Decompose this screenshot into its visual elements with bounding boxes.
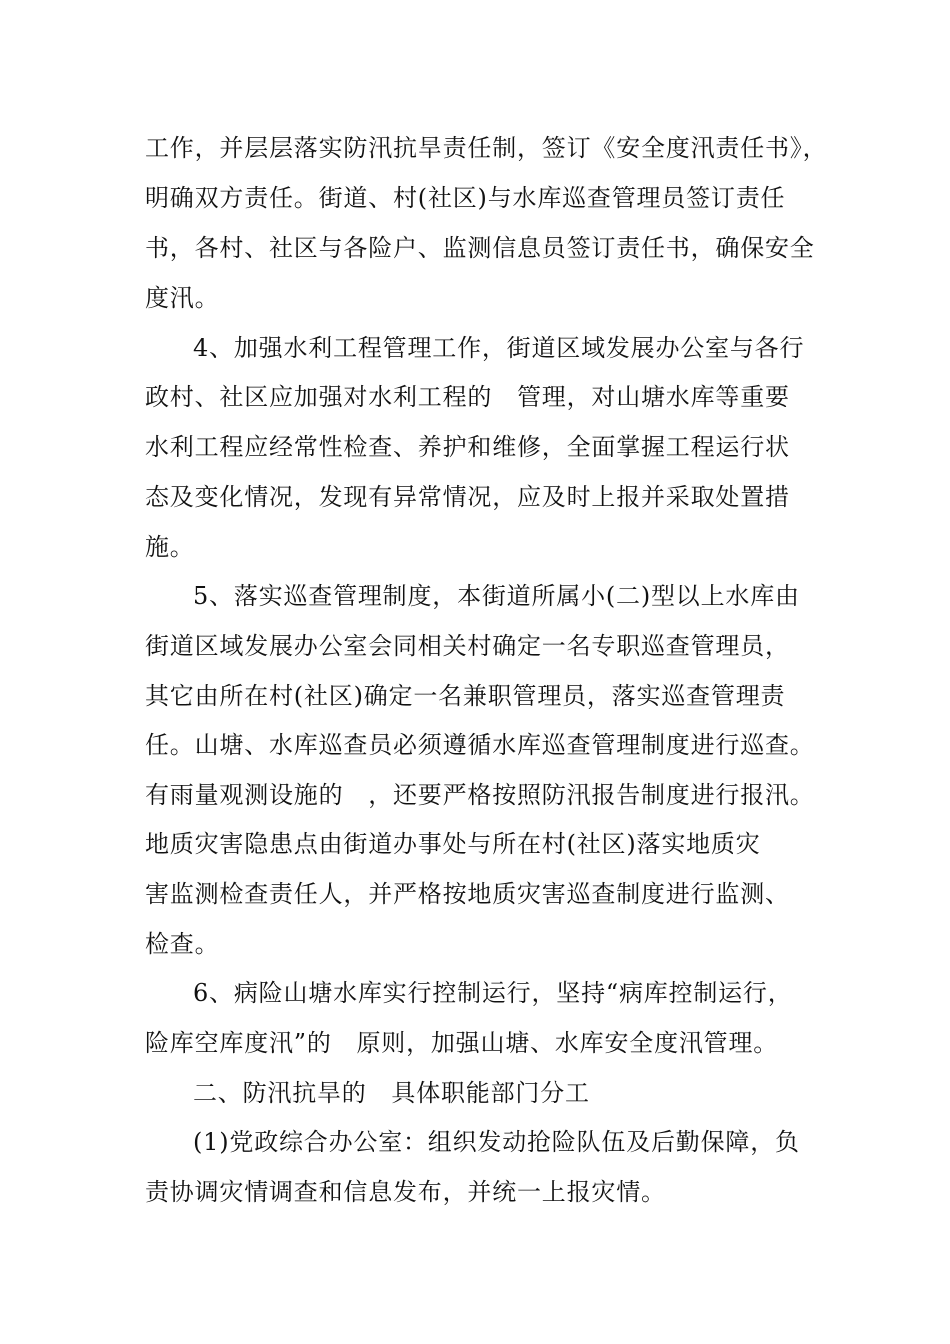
text-line: 其它由所在村(社区)确定一名兼职管理员，落实巡查管理责: [145, 682, 786, 710]
text-line: 任。山塘、水库巡查员必须遵循水库巡查管理制度进行巡查。: [145, 731, 815, 759]
text-line: 工作，并层层落实防汛抗旱责任制，签订《安全度汛责任书》，: [145, 134, 828, 162]
text-line: 街道区域发展办公室会同相关村确定一名专职巡查管理员，: [145, 632, 790, 660]
paragraph-5-first-line: 5、落实巡查管理制度，本街道所属小(二)型以上水库由: [193, 582, 800, 610]
text-line: 水利工程应经常性检查、养护和维修，全面掌握工程运行状: [145, 433, 790, 461]
text-line: 有雨量观测设施的 ，还要严格按照防汛报告制度进行报汛。: [145, 781, 815, 809]
text-line: 害监测检查责任人，并严格按地质灾害巡查制度进行监测、: [145, 880, 790, 908]
section-heading: 二、防汛抗旱的 具体职能部门分工: [193, 1079, 590, 1107]
text-line: 政村、社区应加强对水利工程的 管理，对山塘水库等重要: [145, 383, 790, 411]
text-line: 险库空库度汛”的 原则，加强山塘、水库安全度汛管理。: [145, 1029, 779, 1057]
text-line: 责协调灾情调查和信息发布，并统一上报灾情。: [145, 1178, 666, 1206]
text-line: 度汛。: [145, 284, 220, 312]
text-line: 态及变化情况，发现有异常情况，应及时上报并采取处置措: [145, 483, 790, 511]
paragraph-4-first-line: 4、加强水利工程管理工作，街道区域发展办公室与各行: [193, 334, 805, 362]
text-line: 检查。: [145, 930, 220, 958]
text-line: 明确双方责任。街道、村(社区)与水库巡查管理员签订责任: [145, 184, 786, 212]
text-line: 地质灾害隐患点由街道办事处与所在村(社区)落实地质灾: [145, 830, 761, 858]
paragraph-1-first-line: (1)党政综合办公室：组织发动抢险队伍及后勤保障，负: [193, 1128, 800, 1156]
paragraph-6-first-line: 6、病险山塘水库实行控制运行，坚持“病库控制运行，: [193, 979, 793, 1007]
text-line: 书，各村、社区与各险户、监测信息员签订责任书，确保安全: [145, 234, 815, 262]
text-line: 施。: [145, 533, 195, 561]
